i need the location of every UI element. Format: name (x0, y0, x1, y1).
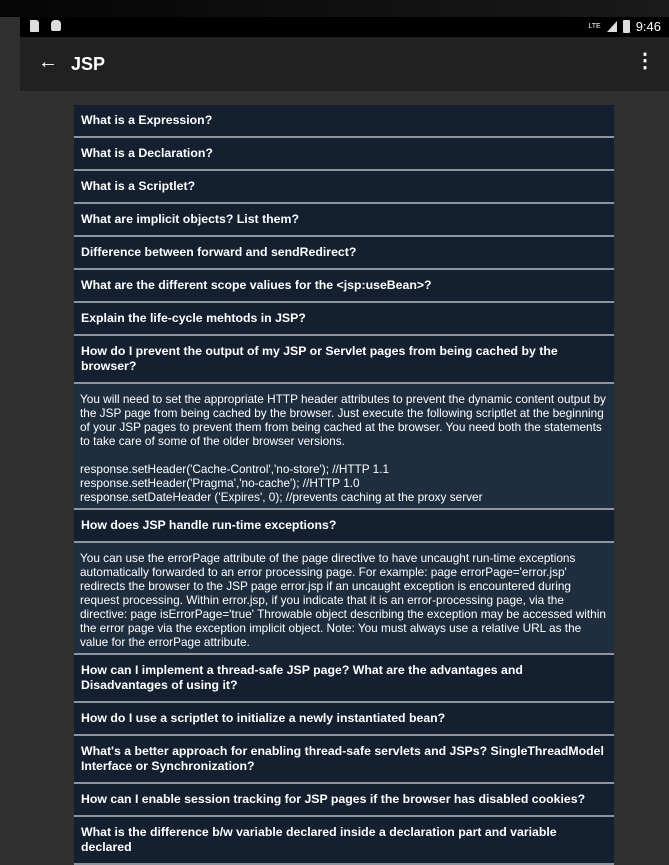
sd-card-icon (30, 20, 39, 32)
faq-question[interactable]: What is a Expression? (74, 105, 614, 138)
faq-answer: You will need to set the appropriate HTTP header attributes to prevent the dynamic content output by the JSP page from being cached by the browser. Just execute the following scriptlet at the beginning of your JSP pages to prevent them from being cached at the browser. You need both the statements to take care of some of the older browser versions. response.setHeader('Cache-Control','no-store'); //HTTP 1.1 response.setHeader('Pragma','no-cache'); //HTTP 1.0 response.setDateHeader ('Expires', 0); //prevents caching at the proxy server (74, 384, 614, 510)
faq-question[interactable]: What is a Scriptlet? (74, 171, 614, 204)
battery-icon (623, 20, 630, 33)
network-type: LTE (588, 23, 601, 30)
faq-answer: You can use the errorPage attribute of the page directive to have uncaught run-time exceptions automatically forwarded to an error processing page. For example: page errorPage='error.jsp' redirects the browser to the JSP page error.jsp if an uncaught exception is encountered during request processing. Within error.jsp, if you indicate that it is an error-processing page, via the directive: page isErrorPage='true' Throwable object describing the exception may be accessed within the error page via the exception implicit object. Note: You must always use a relative URL as the value for the errorPage attribute. (74, 543, 614, 655)
signal-icon (607, 21, 617, 32)
faq-question[interactable]: What is a Declaration? (74, 138, 614, 171)
faq-question[interactable]: What are the different scope valiues for the <jsp:useBean>? (74, 270, 614, 303)
faq-question[interactable]: What's a better approach for enabling thread-safe servlets and JSPs? SingleThreadModel Interface or Synchronization? (74, 736, 614, 784)
faq-question[interactable]: How do I prevent the output of my JSP or Servlet pages from being cached by the browser? (74, 336, 614, 384)
faq-question[interactable]: How can I enable session tracking for JSP pages if the browser has disabled cookies? (74, 784, 614, 817)
faq-question[interactable]: How does JSP handle run-time exceptions? (74, 510, 614, 543)
status-bar (20, 17, 669, 37)
faq-list (74, 105, 614, 865)
faq-question[interactable]: How can I implement a thread-safe JSP page? What are the advantages and Disadvantages of using it? (74, 655, 614, 703)
app-bar (20, 37, 669, 91)
android-icon (51, 20, 61, 31)
faq-question[interactable]: Explain the life-cycle mehtods in JSP? (74, 303, 614, 336)
page-title: JSP (71, 54, 106, 74)
faq-question[interactable]: Difference between forward and sendRedirect? (74, 237, 614, 270)
top-edge (0, 0, 669, 17)
clock: 9:46 (635, 19, 661, 34)
faq-question[interactable]: What is the difference b/w variable declared inside a declaration part and variable declared (74, 817, 614, 865)
more-options-icon[interactable]: ⋮ (635, 50, 655, 72)
faq-question[interactable]: What are implicit objects? List them? (74, 204, 614, 237)
faq-question[interactable]: How do I use a scriptlet to initialize a newly instantiated bean? (74, 703, 614, 736)
back-arrow-icon[interactable]: ← (38, 51, 58, 73)
